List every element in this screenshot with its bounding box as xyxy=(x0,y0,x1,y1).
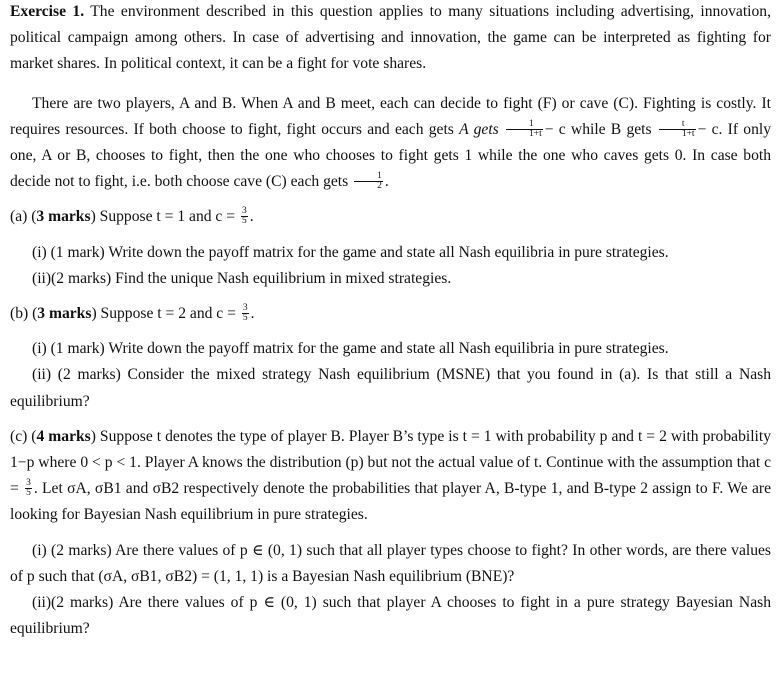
part-b-sub-ii: (ii) (2 marks) Consider the mixed strategy Nash equilibrium (MSNE) that you found in (a). Is that still a Nash equilibrium? xyxy=(10,366,771,410)
part-a-heading: (a) (3 marks) Suppose t = 1 and c = $\frac{3}{5}$ . xyxy=(10,206,254,227)
part-c-marks: 4 marks xyxy=(36,427,91,445)
part-a-sub-ii: (ii)(2 marks) Find the unique Nash equilibrium in mixed strategies. xyxy=(32,269,452,287)
setup-minus-c-while: − c while B gets xyxy=(544,120,652,138)
part-b-heading: (b) (3 marks) Suppose t = 2 and c = $\frac{3}{5}$ . xyxy=(10,302,255,323)
setup-text-2: − c. If only one, A or B, chooses to fight, then the one who chooses to fight gets 1 while the one who caves gets 0. In case both decide not to fight, i.e. both choose cave (C) each gets xyxy=(10,120,772,191)
part-a-marks: 3 marks xyxy=(36,208,91,226)
intro-text: The environment described in this question applies to many situations including advertising, innovation, political campaign among others. In case of advertising and innovation, the game can be interpreted as fighting for market shares. In political context, it can be a fight for vote shares. xyxy=(10,3,771,73)
setup-paragraph: There are two players, A and B. When A and B meet, each can decide to fight (F) or cave (C). Fighting is costly. It requires resources. If both choose to fight, fight occurs and each gets A gets $\frac{1}{1+t}$ − c while B gets $\frac{t}{1+t}$ − c. If only one, A or B, chooses to fight, then the one who chooses to fight gets 1 while the one who caves gets 0. In case both decide not to fight, i.e. both choose cave (C) each gets $\frac{1}{2}$ . xyxy=(10,94,772,192)
setup-text-1: There are two players, A and B. When A and B meet, each can decide to fight (F) or cave (C). Fighting is costly. It requires resources. If both choose to fight, fight occurs and each gets xyxy=(10,94,771,138)
part-c-sub-ii: (ii)(2 marks) Are there values of p ∈ (0, 1) such that player A chooses to fight in a pure strategy Bayesian Nash equilibrium? xyxy=(10,594,771,638)
part-b-fraction: $\frac{3}{5}$ xyxy=(242,302,248,323)
part-c-sub-i: (i) (2 marks) Are there values of p ∈ (0, 1) such that all player types choose to fight? In other words, are there values of p such that (σA, σB1, σB2) = (1, 1, 1) is a Bayesian Nash equilibrium (BNE)? xyxy=(10,541,771,585)
exercise-intro xyxy=(10,0,771,78)
setup-a-gets: A gets xyxy=(459,120,499,138)
part-c-heading: (c) (4 marks) Suppose t denotes the type of player B. Player B’s type is t = 1 with probability p and t = 2 with probability 1−p where 0 < p < 1. Player A knows the distribution (p) but not the actual value of t. Continue with the assumption that c = $\frac{3}{5}$ . Let σA, σB1 and σB2 respectively denote the probabilities that player A, B-type 1, and B-type 2 assign to F. We are looking for Bayesian Nash equilibrium in pure strategies. xyxy=(10,427,771,524)
exercise-label: Exercise 1. xyxy=(10,3,85,20)
part-c-fraction: $\frac{3}{5}$ xyxy=(26,478,31,499)
fraction-t-over-1pt: $\frac{t}{1+t}$ xyxy=(659,120,696,139)
fraction-1-over-1pt: $\frac{1}{1+t}$ xyxy=(506,120,543,139)
part-b-sub-i: (i) (1 mark) Write down the payoff matrix for the game and state all Nash equilibria in pure strategies. xyxy=(32,340,669,358)
fraction-half: $\frac{1}{2}$ xyxy=(354,172,383,191)
part-a-sub-i: (i) (1 mark) Write down the payoff matrix for the game and state all Nash equilibria in pure strategies. xyxy=(32,243,669,261)
part-b-marks: 3 marks xyxy=(37,305,92,323)
part-a-fraction: $\frac{3}{5}$ xyxy=(241,206,247,227)
